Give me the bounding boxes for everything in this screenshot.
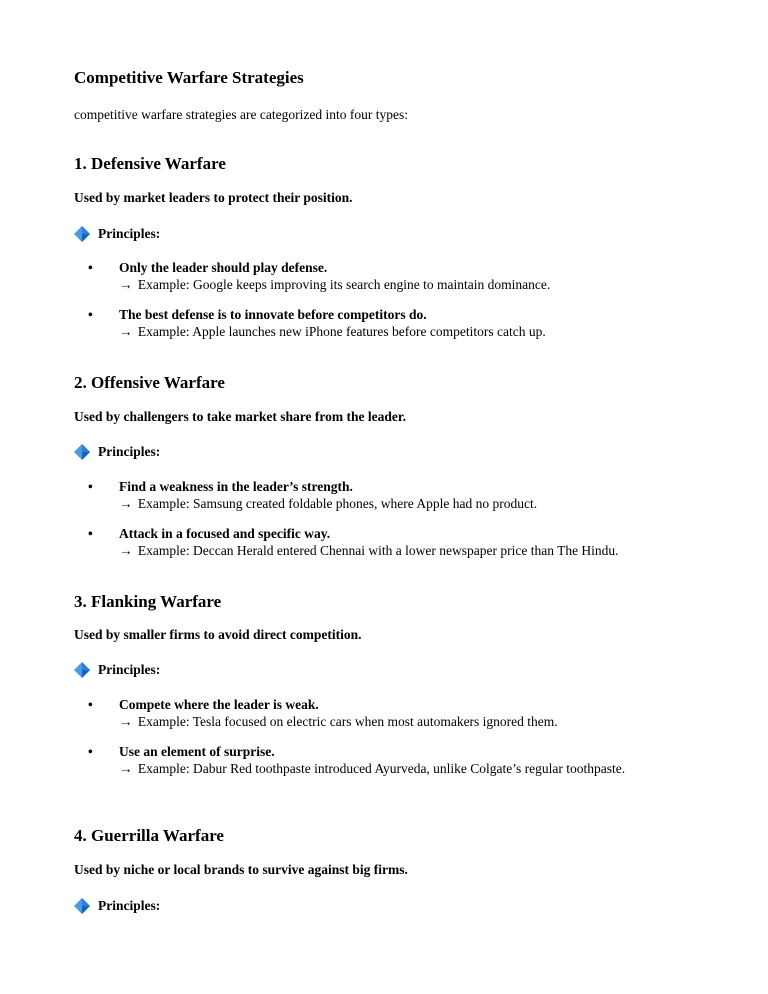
principles-header-defensive — [74, 226, 160, 242]
arrow-icon: → — [119, 761, 133, 776]
item-example: → Example: Dabur Red toothpaste introduced Ayurveda, unlike Colgate’s regular toothpaste. — [119, 761, 626, 776]
item-title: Only the leader should play defense. — [119, 260, 328, 275]
bullet: • — [88, 307, 93, 322]
bullet: • — [88, 526, 93, 541]
item-example: → Example: Apple launches new iPhone features before competitors catch up. — [119, 324, 546, 339]
blue-diamond-icon — [74, 444, 90, 460]
item-example: → Example: Tesla focused on electric cars when most automakers ignored them. — [119, 714, 558, 729]
blue-diamond-icon — [74, 226, 90, 242]
item-title: Find a weakness in the leader’s strength. — [119, 479, 353, 494]
bullet: • — [88, 697, 93, 712]
principles-header-flanking — [74, 662, 160, 678]
section-heading-flanking: 3. Flanking Warfare — [74, 592, 222, 611]
section-heading-guerrilla: 4. Guerrilla Warfare — [74, 826, 224, 845]
principles-header-guerrilla — [74, 898, 160, 914]
item-title: Compete where the leader is weak. — [119, 697, 319, 712]
intro-text: competitive warfare strategies are categorized into four types: — [74, 107, 408, 122]
arrow-icon: → — [119, 496, 133, 511]
section-subtitle-guerrilla: Used by niche or local brands to survive against big firms. — [74, 862, 408, 877]
bullet: • — [88, 260, 93, 275]
item-example: → Example: Samsung created foldable phones, where Apple had no product. — [119, 496, 538, 511]
page-title: Competitive Warfare Strategies — [74, 68, 304, 87]
item-example: → Example: Google keeps improving its search engine to maintain dominance. — [119, 277, 551, 292]
principles-header-offensive — [74, 444, 160, 460]
principles-label: Principles: — [98, 226, 161, 241]
principles-label: Principles: — [98, 898, 161, 913]
item-title: Attack in a focused and specific way. — [119, 526, 331, 541]
section-heading-defensive: 1. Defensive Warfare — [74, 154, 226, 173]
item-example: → Example: Deccan Herald entered Chennai with a lower newspaper price than The Hindu. — [119, 543, 619, 558]
arrow-icon: → — [119, 277, 133, 292]
bullet: • — [88, 479, 93, 494]
arrow-icon: → — [119, 543, 133, 558]
bullet: • — [88, 744, 93, 759]
blue-diamond-icon — [74, 898, 90, 914]
section-subtitle-flanking: Used by smaller firms to avoid direct competition. — [74, 627, 362, 642]
section-heading-offensive: 2. Offensive Warfare — [74, 373, 225, 392]
item-title: The best defense is to innovate before competitors do. — [119, 307, 427, 322]
arrow-icon: → — [119, 714, 133, 729]
section-subtitle-defensive: Used by market leaders to protect their position. — [74, 190, 353, 205]
section-subtitle-offensive: Used by challengers to take market share from the leader. — [74, 409, 406, 424]
blue-diamond-icon — [74, 662, 90, 678]
principles-label: Principles: — [98, 662, 161, 677]
arrow-icon: → — [119, 324, 133, 339]
item-title: Use an element of surprise. — [119, 744, 275, 759]
principles-label: Principles: — [98, 444, 161, 459]
